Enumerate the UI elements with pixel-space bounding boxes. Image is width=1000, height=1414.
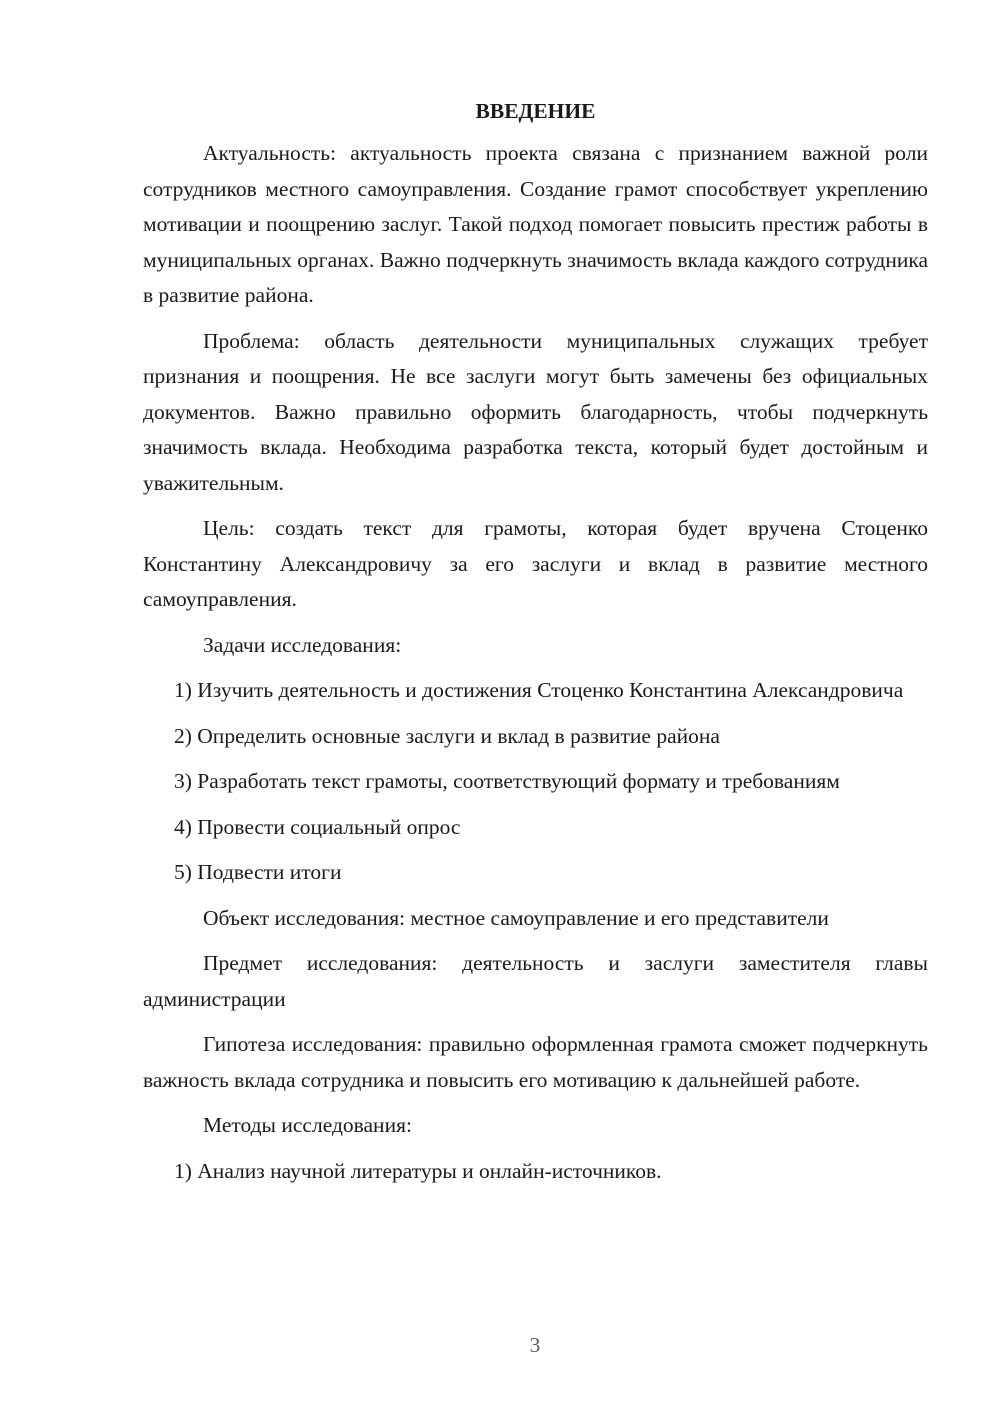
task-item-1: 1) Изучить деятельность и достижения Стоценко Константина Александровича [174, 678, 904, 702]
page-number: 3 [529, 1333, 541, 1357]
task-item-3: 3) Разработать текст грамоты, соответствующий формату и требованиям [174, 769, 840, 793]
methods-heading: Методы исследования: [203, 1113, 412, 1137]
object-paragraph: Объект исследования: местное самоуправление и его представители [203, 905, 829, 930]
tasks-heading: Задачи исследования: [203, 632, 402, 657]
section-title: ВВЕДЕНИЕ [475, 99, 596, 123]
document-page [143, 96, 928, 1199]
goal-paragraph: Цель: создать текст для грамоты, которая будет вручена Стоценко Константину Александровичу за его заслуги и вклад в развитие местного самоуправления. [143, 516, 928, 611]
task-item-2: 2) Определить основные заслуги и вклад в развитие района [174, 723, 720, 748]
relevance-paragraph: Актуальность: актуальность проекта связана с признанием важной роли сотрудников местного самоуправления. Создание грамот способствует укреплению мотивации и поощрению заслуг. Такой подход помогает повысить престиж работы в муниципальных органах. Важно подчеркнуть значимость вклада каждого сотрудника в развитие района. [143, 141, 928, 307]
hypothesis-paragraph: Гипотеза исследования: правильно оформленная грамота сможет подчеркнуть важность вклада сотрудника и повысить его мотивацию к дальнейшей работе. [143, 1032, 928, 1092]
problem-paragraph: Проблема: область деятельности муниципальных служащих требует признания и поощрения. Не все заслуги могут быть замечены без официальных документов. Важно правильно оформить благодарность, чтобы подчеркнуть значимость вклада. Необходима разработка текста, который будет достойным и уважительным. [143, 328, 928, 495]
subject-paragraph: Предмет исследования: деятельность и заслуги заместителя главы администрации [143, 951, 928, 1011]
method-item-1: 1) Анализ научной литературы и онлайн-источников. [174, 1158, 662, 1183]
task-item-5: 5) Подвести итоги [174, 860, 342, 884]
task-item-4: 4) Провести социальный опрос [174, 814, 461, 839]
